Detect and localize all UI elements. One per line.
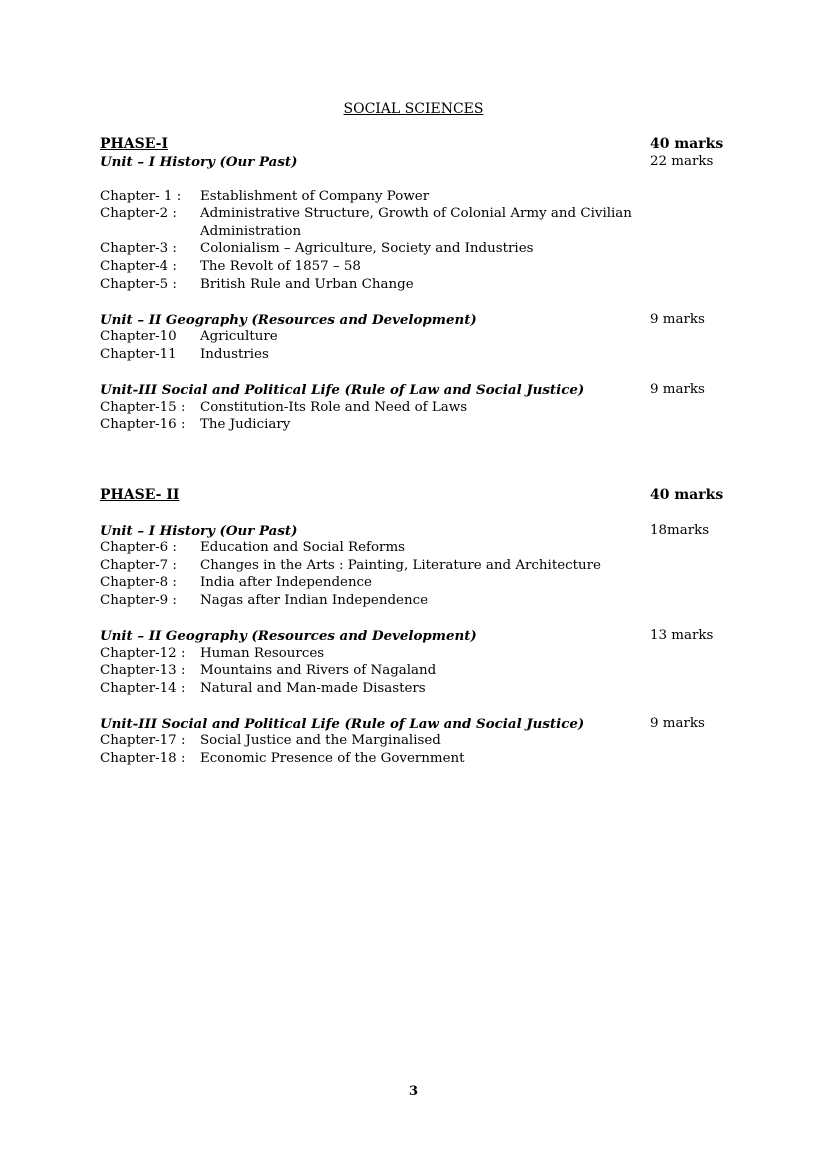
page-number: 3: [408, 1084, 419, 1099]
chapter-label: Chapter-9 :: [100, 593, 177, 608]
unit-heading: Unit – I History (Our Past): [100, 154, 298, 170]
chapter-label: Chapter-12 :: [100, 646, 186, 661]
unit-marks: 18marks: [650, 523, 710, 538]
chapter-title: Colonialism – Agriculture, Society and Industries: [200, 241, 534, 256]
chapter-label: Chapter-7 :: [100, 558, 177, 573]
unit-marks: 9 marks: [650, 312, 705, 327]
unit-heading: Unit – II Geography (Resources and Development): [100, 312, 477, 328]
unit-heading: Unit-III Social and Political Life (Rule of Law and Social Justice): [100, 382, 585, 398]
chapter-title: India after Independence: [200, 575, 372, 590]
phase-2-heading: PHASE- II: [100, 487, 180, 503]
chapter-title: Economic Presence of the Government: [200, 751, 465, 766]
phase-1-marks: 40 marks: [650, 136, 724, 152]
chapter-label: Chapter-11: [100, 347, 177, 362]
unit-marks: 22 marks: [650, 154, 714, 169]
chapter-title: The Judiciary: [200, 417, 291, 432]
chapter-title: Agriculture: [200, 329, 278, 344]
chapter-label: Chapter-5 :: [100, 277, 177, 292]
chapter-label: Chapter-18 :: [100, 751, 186, 766]
chapter-label: Chapter-14 :: [100, 681, 186, 696]
unit-marks: 9 marks: [650, 716, 705, 731]
page-title: SOCIAL SCIENCES: [343, 101, 484, 117]
chapter-label: Chapter-15 :: [100, 400, 186, 415]
chapter-label: Chapter-4 :: [100, 259, 177, 274]
unit-marks: 13 marks: [650, 628, 714, 643]
unit-heading: Unit-III Social and Political Life (Rule of Law and Social Justice): [100, 716, 585, 732]
phase-1-heading: PHASE-I: [100, 136, 169, 152]
chapter-label: Chapter- 1 :: [100, 189, 182, 204]
chapter-label: Chapter-17 :: [100, 733, 186, 748]
unit-heading: Unit – II Geography (Resources and Development): [100, 628, 477, 644]
chapter-title: British Rule and Urban Change: [200, 277, 414, 292]
chapter-label: Chapter-6 :: [100, 540, 177, 555]
chapter-label: Chapter-3 :: [100, 241, 177, 256]
chapter-label: Chapter-10: [100, 329, 177, 344]
chapter-title: Industries: [200, 347, 269, 362]
phase-2-marks: 40 marks: [650, 487, 724, 503]
chapter-title: Constitution-Its Role and Need of Laws: [200, 400, 468, 415]
chapter-title: Natural and Man-made Disasters: [200, 681, 426, 696]
chapter-title: Changes in the Arts : Painting, Literature and Architecture: [200, 558, 601, 573]
chapter-title: Education and Social Reforms: [200, 540, 406, 555]
chapter-label: Chapter-8 :: [100, 575, 177, 590]
chapter-title: Nagas after Indian Independence: [200, 593, 428, 608]
chapter-label: Chapter-13 :: [100, 663, 186, 678]
chapter-title: Mountains and Rivers of Nagaland: [200, 663, 437, 678]
unit-marks: 9 marks: [650, 382, 705, 397]
unit-heading: Unit – I History (Our Past): [100, 523, 298, 539]
chapter-title-continued: Administration: [200, 224, 302, 239]
chapter-title: The Revolt of 1857 – 58: [200, 259, 361, 274]
chapter-title: Social Justice and the Marginalised: [200, 733, 441, 748]
chapter-title: Human Resources: [200, 646, 325, 661]
chapter-title: Administrative Structure, Growth of Colonial Army and Civilian: [200, 206, 632, 221]
chapter-label: Chapter-2 :: [100, 206, 177, 221]
chapter-title: Establishment of Company Power: [200, 189, 430, 204]
chapter-label: Chapter-16 :: [100, 417, 186, 432]
